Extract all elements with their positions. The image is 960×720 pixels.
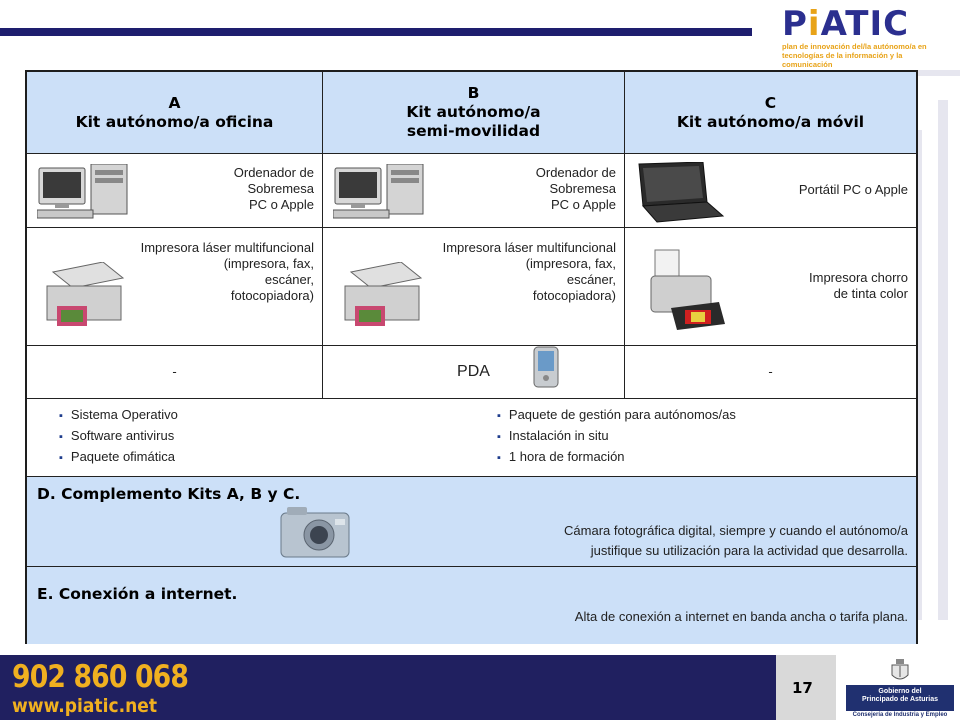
- multifunction-printer-icon: [43, 262, 125, 332]
- list-item: ▪ Sistema Operativo: [59, 405, 178, 426]
- pda-a-dash: -: [172, 364, 177, 379]
- gov-department: Consejería de Industria y Empleo: [852, 712, 948, 718]
- section-d-text: Cámara fotográfica digital, siempre y cuando el autónomo/a justifique su utilización para la actividad que desarrolla.: [564, 523, 908, 558]
- website-link[interactable]: www.piatic.net: [12, 695, 158, 717]
- table-row-common: [27, 399, 916, 477]
- computer-b-text: Ordenador de Sobremesa PC o Apple: [535, 165, 616, 212]
- cell-computer-a: [27, 154, 323, 227]
- cell-pda-a: [27, 346, 323, 398]
- common-list-left: [59, 405, 178, 468]
- kits-table: [25, 70, 918, 644]
- printer-b-text: Impresora láser multifuncional (impresora, fax, escáner, fotocopiadora): [442, 240, 616, 303]
- list-item: ▪ 1 hora de formación: [497, 447, 736, 468]
- pda-c-dash: -: [768, 364, 773, 379]
- computer-c-text: Portátil PC o Apple: [798, 182, 908, 197]
- desktop-computer-icon: [37, 164, 137, 220]
- pda-icon: [531, 346, 561, 388]
- common-list-right: [497, 405, 736, 468]
- government-logo: [836, 655, 960, 720]
- multifunction-printer-icon: [341, 262, 423, 332]
- inkjet-printer-icon: [647, 246, 729, 332]
- coat-of-arms-icon: [890, 659, 910, 683]
- cell-printer-b: [323, 228, 625, 345]
- list-item: ▪ Software antivirus: [59, 426, 178, 447]
- cell-printer-c: [625, 228, 916, 345]
- section-e-text: Alta de conexión a internet en banda ancha o tarifa plana.: [574, 609, 908, 624]
- column-header-a: A Kit autónomo/a oficina: [27, 72, 323, 154]
- table-row-printer: [27, 228, 916, 346]
- pda-label: PDA: [457, 363, 490, 380]
- footer-bar: [0, 655, 960, 720]
- printer-c-text: Impresora chorro de tinta color: [809, 270, 908, 301]
- laptop-icon: [633, 162, 725, 224]
- phone-number: 902 860 068: [12, 659, 189, 695]
- cell-computer-c: [625, 154, 916, 227]
- cell-pda-c: [625, 346, 916, 398]
- list-item: ▪ Paquete de gestión para autónomos/as: [497, 405, 736, 426]
- computer-a-text: Ordenador de Sobremesa PC o Apple: [233, 165, 314, 212]
- list-item: ▪ Instalación in situ: [497, 426, 736, 447]
- column-header-b: B Kit autónomo/a semi-movilidad: [323, 72, 625, 154]
- gov-label: Gobierno del Principado de Asturias: [846, 685, 954, 711]
- page-number: 17: [792, 679, 813, 697]
- section-e: [27, 567, 916, 644]
- column-header-c: C Kit autónomo/a móvil: [625, 72, 916, 154]
- table-row-pda: [27, 346, 916, 399]
- cell-pda-b: [323, 346, 625, 398]
- printer-a-text: Impresora láser multifuncional (impresora, fax, escáner, fotocopiadora): [140, 240, 314, 303]
- header-bar: [0, 28, 752, 36]
- cell-computer-b: [323, 154, 625, 227]
- camera-icon: [279, 505, 351, 559]
- desktop-computer-icon: [333, 164, 433, 220]
- section-d: [27, 477, 916, 567]
- section-e-title: E. Conexión a internet.: [37, 585, 238, 603]
- piatic-logo: PiATIC plan de innovación del/la autónomo/a en tecnologías de la información y la comunicación: [782, 4, 927, 69]
- cell-printer-a: [27, 228, 323, 345]
- section-d-title: D. Complemento Kits A, B y C.: [37, 485, 301, 503]
- table-row-computer: [27, 154, 916, 228]
- list-item: ▪ Paquete ofimática: [59, 447, 178, 468]
